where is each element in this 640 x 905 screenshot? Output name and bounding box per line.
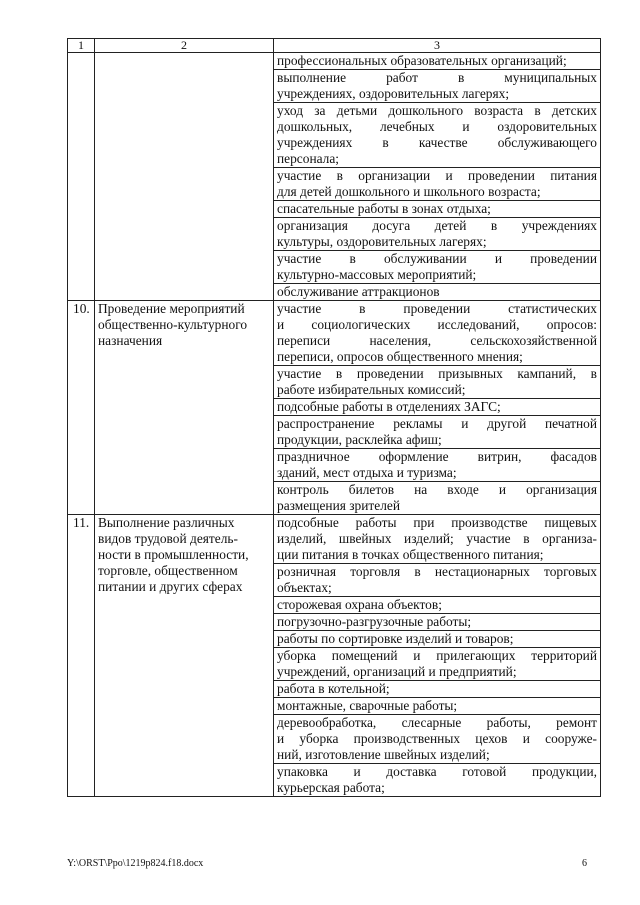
work-type-line: переписи, опросов общественного мнения; — [277, 349, 523, 364]
work-type-line: участие в проведении призывных кампаний, в — [277, 366, 597, 381]
work-type-entry — [274, 53, 600, 70]
work-type-line: подсобные работы при производстве пищевых — [277, 515, 597, 530]
table-row — [68, 301, 601, 515]
work-type-entry — [274, 103, 600, 168]
activity-name-line: Выполнение различных — [98, 515, 235, 530]
work-type-line: и уборка производственных цехов и сооруже- — [277, 731, 597, 746]
activities-table-body — [68, 39, 601, 797]
activity-name-cell — [95, 53, 274, 301]
footer-page-number: 6 — [582, 858, 587, 869]
work-type-line: участие в проведении статистических — [277, 301, 597, 316]
work-types-cell — [274, 301, 601, 515]
work-type-line: работе избирательных комиссий; — [277, 382, 466, 397]
work-types-cell — [274, 515, 601, 797]
work-type-entry — [274, 284, 600, 300]
work-type-line: деревообработка, слесарные работы, ремонт — [277, 715, 597, 730]
work-type-entry — [274, 416, 600, 449]
activities-table — [67, 38, 601, 797]
work-type-line: участие в обслуживании и проведении — [277, 251, 597, 266]
work-type-line: продукции, расклейка афиш; — [277, 432, 442, 447]
activity-name-line: питании и других сферах — [98, 579, 243, 594]
table-row — [68, 515, 601, 797]
work-type-entry — [274, 366, 600, 399]
work-type-entry — [274, 648, 600, 681]
activity-name-line: общественно-культурного — [98, 317, 248, 332]
header-row — [68, 39, 601, 53]
activity-name-line: видов трудовой деятель- — [98, 531, 238, 546]
activity-name-line: торговле, общественном — [98, 563, 238, 578]
work-type-entry — [274, 597, 600, 614]
work-type-entry — [274, 681, 600, 698]
work-type-line: учреждениях, оздоровительных лагерях; — [277, 86, 510, 101]
work-type-line: распространение рекламы и другой печатной — [277, 416, 597, 431]
work-type-line: персонала; — [277, 151, 340, 166]
work-type-entry — [274, 70, 600, 103]
work-type-line: учреждениях в качестве обслуживающего — [277, 135, 597, 150]
work-type-line: контроль билетов на входе и организация — [277, 482, 597, 497]
work-type-line: погрузочно-разгрузочные работы; — [277, 614, 472, 629]
work-type-line: ции питания в точках общественного питания; — [277, 547, 544, 562]
row-number: 10. — [73, 301, 90, 316]
work-type-entry — [274, 715, 600, 764]
activity-name — [98, 515, 270, 595]
activity-name-line: Проведение мероприятий — [98, 301, 245, 316]
work-types-cell — [274, 53, 601, 301]
row-number: 11. — [73, 515, 90, 530]
work-type-line: ний, изготовление швейных изделий; — [277, 747, 490, 762]
work-type-line: изделий, швейных изделий; участие в организа- — [277, 531, 597, 546]
header-col-3: 3 — [274, 39, 601, 53]
work-type-line: курьерская работа; — [277, 780, 385, 795]
work-type-line: культуры, оздоровительных лагерях; — [277, 234, 487, 249]
work-type-line: упаковка и доставка готовой продукции, — [277, 764, 597, 779]
work-type-line: спасательные работы в зонах отдыха; — [277, 201, 491, 216]
row-number-cell — [68, 515, 95, 797]
work-type-entry — [274, 449, 600, 482]
work-type-line: выполнение работ в муниципальных — [277, 70, 597, 85]
work-type-line: учреждений, организаций и предприятий; — [277, 664, 517, 679]
work-type-entry — [274, 301, 600, 366]
work-type-line: розничная торговля в нестационарных торговых — [277, 564, 597, 579]
work-type-line: объектах; — [277, 580, 332, 595]
work-type-line: работа в котельной; — [277, 681, 390, 696]
work-type-line: переписи населения, сельскохозяйственной — [277, 333, 597, 348]
work-type-line: подсобные работы в отделениях ЗАГС; — [277, 399, 501, 414]
work-type-entry — [274, 631, 600, 648]
work-type-line: участие в организации и проведении питания — [277, 168, 597, 183]
work-type-entry — [274, 482, 600, 514]
work-type-line: монтажные, сварочные работы; — [277, 698, 458, 713]
work-type-entry — [274, 515, 600, 564]
footer-file-path: Y:\ORST\Ppo\1219p824.f18.docx — [67, 858, 204, 869]
work-type-entry — [274, 564, 600, 597]
work-type-entry — [274, 399, 600, 416]
table-row — [68, 53, 601, 301]
work-type-line: уборка помещений и прилегающих территорий — [277, 648, 597, 663]
work-type-line: обслуживание аттракционов — [277, 284, 440, 299]
activity-name-cell — [95, 515, 274, 797]
work-type-line: уход за детьми дошкольного возраста в детских — [277, 103, 597, 118]
work-type-line: культурно-массовых мероприятий; — [277, 267, 477, 282]
activity-name — [98, 301, 270, 349]
work-type-line: зданий, мест отдыха и туризма; — [277, 465, 457, 480]
work-type-entry — [274, 698, 600, 715]
work-type-line: для детей дошкольного и школьного возраста; — [277, 184, 541, 199]
work-type-line: и социологических исследований, опросов: — [277, 317, 597, 332]
work-type-line: праздничное оформление витрин, фасадов — [277, 449, 597, 464]
work-type-entry — [274, 764, 600, 796]
work-type-entry — [274, 218, 600, 251]
work-type-entry — [274, 168, 600, 201]
work-type-entry — [274, 201, 600, 218]
work-type-line: организация досуга детей в учреждениях — [277, 218, 597, 233]
activity-name-line: ности в промышленности, — [98, 547, 249, 562]
row-number-cell — [68, 53, 95, 301]
row-number-cell — [68, 301, 95, 515]
work-type-line: профессиональных образовательных организаций; — [277, 53, 567, 68]
activity-name-cell — [95, 301, 274, 515]
header-col-1: 1 — [68, 39, 95, 53]
header-col-2: 2 — [95, 39, 274, 53]
activity-name-line: назначения — [98, 333, 163, 348]
work-type-entry — [274, 614, 600, 631]
work-type-line: размещения зрителей — [277, 498, 400, 513]
work-type-entry — [274, 251, 600, 284]
work-type-line: работы по сортировке изделий и товаров; — [277, 631, 514, 646]
work-type-line: сторожевая охрана объектов; — [277, 597, 442, 612]
work-type-line: дошкольных, лечебных и оздоровительных — [277, 119, 597, 134]
